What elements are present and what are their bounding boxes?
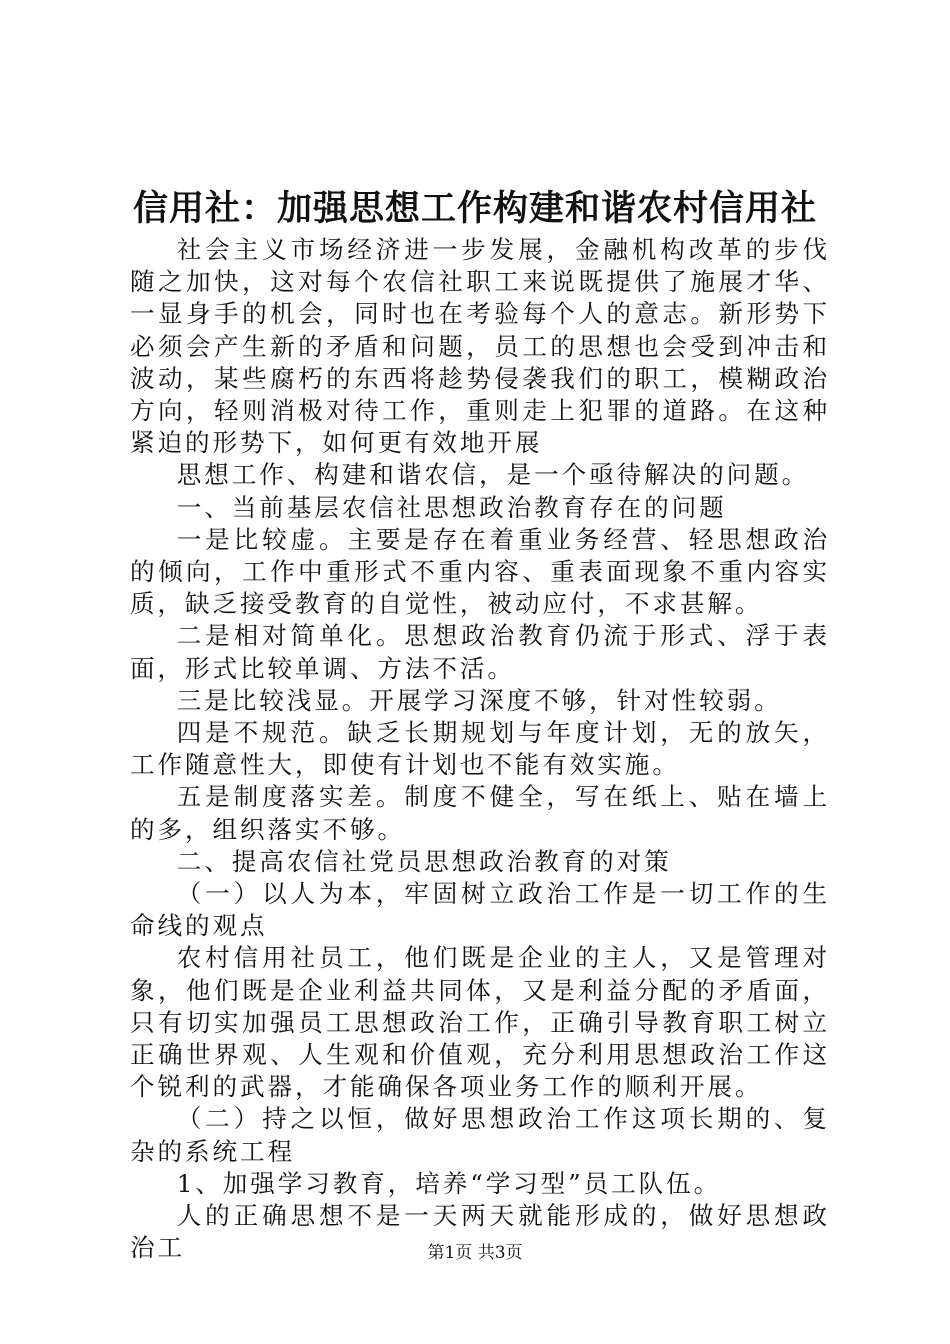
problem-item-2: 二是相对简单化。思想政治教育仍流于形式、浮于表面，形式比较单调、方法不活。 (130, 621, 830, 683)
subsection-heading-1: （一）以人为本，牢固树立政治工作是一切工作的生命线的观点 (130, 879, 830, 941)
paragraph-intro-continued: 思想工作、构建和谐农信，是一个亟待解决的问题。 (176, 460, 810, 490)
problem-item-5: 五是制度落实差。制度不健全，写在纸上、贴在墙上的多，组织落实不够。 (130, 782, 830, 844)
page-footer: 第1页 共3页 (427, 1243, 523, 1263)
problem-item-1: 一是比较虚。主要是存在着重业务经营、轻思想政治的倾向，工作中重形式不重内容、重表面现象不重内容实质，缺乏接受教育的自觉性，被动应付，不求甚解。 (130, 524, 830, 619)
document-title: 信用社：加强思想工作构建和谐农村信用社 (132, 189, 817, 229)
point-heading-1: 1、加强学习教育，培养“学习型”员工队伍。 (176, 1168, 722, 1198)
paragraph-point-1: 人的正确思想不是一天两天就能形成的，做好思想政治工 (130, 1201, 830, 1263)
paragraph-subsection-1: 农村信用社员工，他们既是企业的主人，又是管理对象，他们既是企业利益共同体，又是利益分配的矛盾面，只有切实加强员工思想政治工作，正确引导教育职工树立正确世界观、人生观和价值观，充分利用思想政治工作这个锐利的武器，才能确保各项业务工作的顺利开展。 (130, 943, 830, 1102)
problem-item-3: 三是比较浅显。开展学习深度不够，针对性较弱。 (176, 685, 782, 715)
section-heading-1: 一、当前基层农信社思想政治教育存在的问题 (176, 492, 727, 522)
section-heading-2: 二、提高农信社党员思想政治教育的对策 (176, 846, 672, 876)
subsection-heading-2: （二）持之以恒，做好思想政治工作这项长期的、复杂的系统工程 (130, 1104, 830, 1166)
document-body (130, 234, 830, 1265)
paragraph-intro: 社会主义市场经济进一步发展，金融机构改革的步伐随之加快，这对每个农信社职工来说既提供了施展才华、一显身手的机会，同时也在考验每个人的意志。新形势下必须会产生新的矛盾和问题，员工的思想也会受到冲击和波动，某些腐朽的东西将趁势侵袭我们的职工，模糊政治方向，轻则消极对待工作，重则走上犯罪的道路。在这种紧迫的形势下，如何更有效地开展 (130, 235, 830, 458)
problem-item-4: 四是不规范。缺乏长期规划与年度计划，无的放矢，工作随意性大，即使有计划也不能有效实施。 (130, 718, 830, 780)
